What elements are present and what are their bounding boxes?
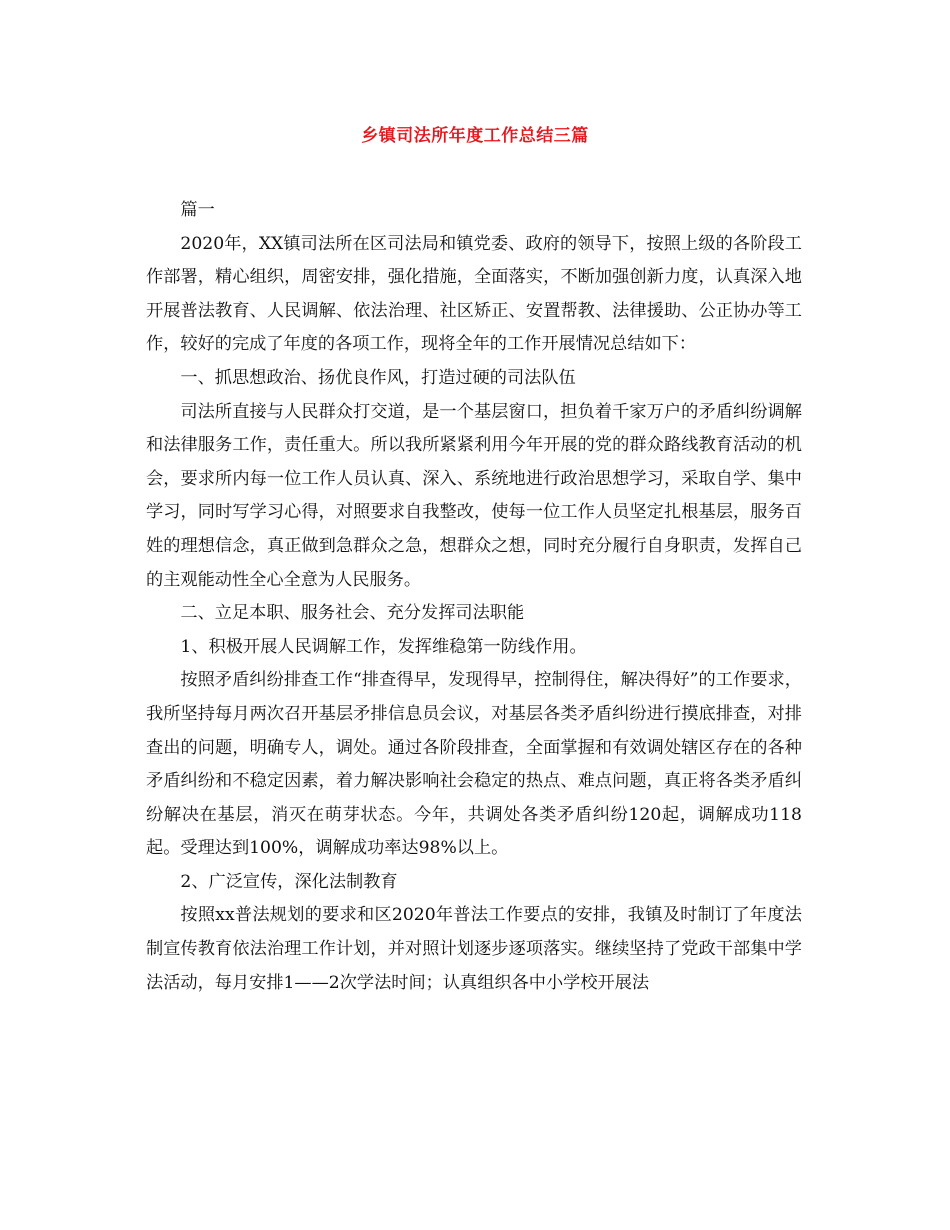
section-heading: 二、立足本职、服务社会、充分发挥司法职能 xyxy=(180,603,525,624)
document-title: 乡镇司法所年度工作总结三篇 xyxy=(361,126,589,146)
body-paragraph: 2020年，XX镇司法所在区司法局和镇党委、政府的领导下，按照上级的各阶段工作部署，精心组织，周密安排，强化措施，全面落实，不断加强创新力度，认真深入地开展普法教育、人民调解、依法治理、社区矫正、安置帮教、法律援助、公正协办等工作，较好的完成了年度的各项工作，现将全年的工作开展情况总结如下： xyxy=(146,233,802,355)
section-heading-part-one: 篇一 xyxy=(180,200,215,220)
body-paragraph: 按照矛盾纠纷排查工作“排查得早，发现得早，控制得住，解决得好”的工作要求，我所坚持每月两次召开基层矛排信息员会议，对基层各类矛盾纠纷进行摸底排查，对排查出的问题，明确专人，调处。通过各阶段排查，全面掌握和有效调处辖区存在的各种矛盾纠纷和不稳定因素，着力解决影响社会稳定的热点、难点问题，真正将各类矛盾纠纷解决在基层，消灭在萌芽状态。今年，共调处各类矛盾纠纷120起，调解成功118起。受理达到100%，调解成功率达98%以上。 xyxy=(146,670,802,859)
section-heading: 一、抓思想政治、扬优良作风，打造过硬的司法队伍 xyxy=(180,367,576,388)
subsection-heading: 2、广泛宣传，深化法制教育 xyxy=(180,871,398,892)
body-paragraph: 按照xx普法规划的要求和区2020年普法工作要点的安排，我镇及时制订了年度法制宣传教育依法治理工作计划，并对照计划逐步逐项落实。继续坚持了党政干部集中学法活动，每月安排1——2次学法时间；认真组织各中小学校开展法 xyxy=(146,905,802,993)
body-paragraph: 司法所直接与人民群众打交道，是一个基层窗口，担负着千家万户的矛盾纠纷调解和法律服务工作，责任重大。所以我所紧紧利用今年开展的党的群众路线教育活动的机会，要求所内每一位工作人员认真、深入、系统地进行政治思想学习，采取自学、集中学习，同时写学习心得，对照要求自我整改，使每一位工作人员坚定扎根基层，服务百姓的理想信念，真正做到急群众之急，想群众之想，同时充分履行自身职责，发挥自己的主观能动性全心全意为人民服务。 xyxy=(146,401,802,590)
document-body xyxy=(146,194,802,1000)
subsection-heading: 1、积极开展人民调解工作，发挥维稳第一防线作用。 xyxy=(180,636,587,657)
